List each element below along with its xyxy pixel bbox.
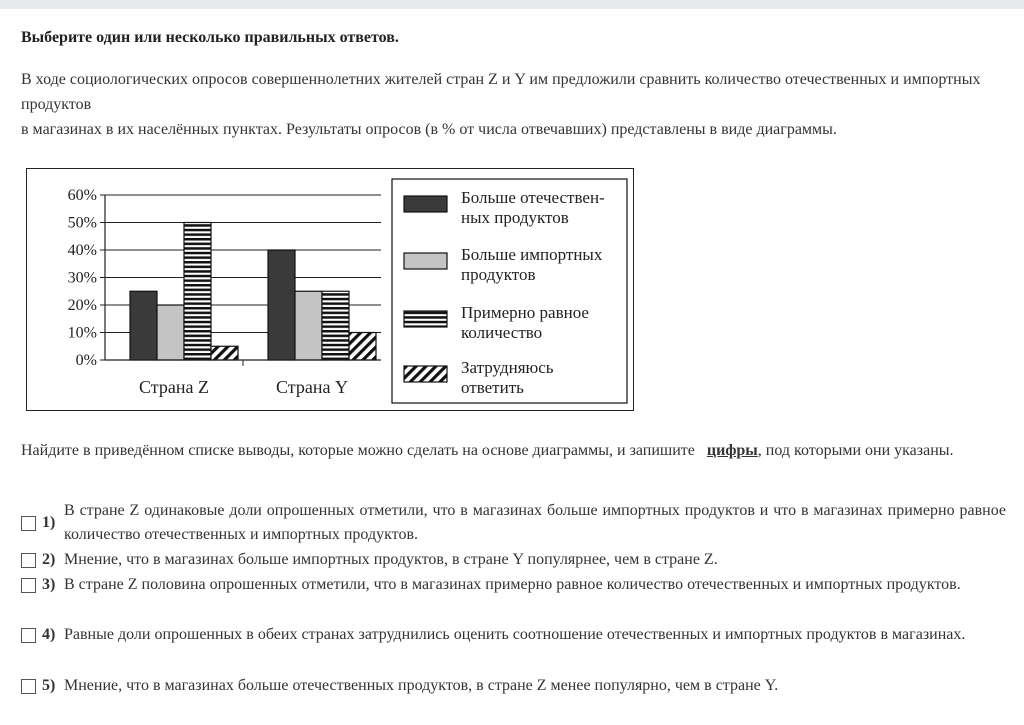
y-tick-label: 0%	[75, 352, 97, 369]
legend-swatch	[404, 196, 447, 212]
y-tick-label: 60%	[67, 187, 97, 204]
question-intro	[21, 67, 1006, 142]
top-bar	[0, 0, 1024, 9]
x-tick-label: Страна Y	[276, 377, 348, 397]
legend-label: ответить	[461, 378, 524, 397]
task-text	[21, 439, 1006, 463]
option-number: 2)	[42, 551, 56, 568]
bar	[322, 291, 349, 360]
legend-swatch	[404, 311, 447, 327]
legend-label: Больше импортных	[461, 245, 603, 264]
y-tick-label: 30%	[67, 269, 97, 287]
x-tick-label: Страна Z	[139, 377, 209, 397]
legend-label: продуктов	[461, 265, 536, 284]
legend	[392, 179, 627, 403]
question-instruction: Выберите один или несколько правильных ответов.	[21, 29, 399, 46]
task-keyword: цифры	[706, 442, 758, 459]
legend-label: Затрудняюсь	[461, 358, 554, 377]
legend-label: количество	[461, 323, 543, 342]
y-tick-label: 40%	[67, 242, 97, 259]
checkbox-2[interactable]	[21, 553, 36, 568]
answer-option-1[interactable]	[21, 499, 1006, 547]
option-number: 1)	[42, 514, 56, 531]
intro-line-2: в магазинах в их населённых пунктах. Результаты опросов (в % от числа отвечавших) представлены в виде диаграммы.	[21, 121, 837, 138]
chart-box	[26, 168, 634, 411]
option-text: В стране Z одинаковые доли опрошенных отметили, что в магазинах больше импортных продуктов и что в магазинах примерно равное количество отечественных и импортных продуктов.	[64, 502, 1006, 543]
y-tick-label: 10%	[67, 324, 97, 342]
option-number: 5)	[42, 677, 56, 694]
option-text: Мнение, что в магазинах больше отечественных продуктов, в стране Z менее популярно, чем в стране Y.	[64, 677, 779, 694]
option-text: Мнение, что в магазинах больше импортных продуктов, в стране Y популярнее, чем в стране Z.	[64, 551, 718, 568]
bar	[184, 223, 211, 361]
answer-option-3[interactable]	[21, 573, 1006, 597]
answer-option-4[interactable]	[21, 623, 1006, 647]
bar	[130, 291, 157, 360]
bar	[211, 346, 238, 360]
option-text: Равные доли опрошенных в обеих странах затруднились оценить соотношение отечественных и импортных продуктов в магазинах.	[64, 626, 966, 643]
bar	[157, 305, 184, 360]
legend-swatch	[404, 366, 447, 382]
bar-chart	[27, 169, 635, 412]
task-text-after: , под которыми они указаны.	[757, 442, 954, 459]
legend-swatch	[404, 253, 447, 269]
option-number: 3)	[42, 576, 56, 593]
bar	[268, 250, 295, 360]
intro-line-1: В ходе социологических опросов совершеннолетних жителей стран Z и Y им предложили сравнить количество отечественных и импортных продуктов	[21, 71, 981, 113]
checkbox-1[interactable]	[21, 516, 36, 531]
answer-option-5[interactable]	[21, 674, 1006, 698]
bar	[295, 291, 322, 360]
task-text-before: Найдите в приведённом списке выводы, которые можно сделать на основе диаграммы, и запишите	[21, 442, 695, 459]
legend-label: Больше отечествен-	[461, 188, 605, 207]
y-tick-label: 20%	[67, 297, 97, 314]
bars-layer	[130, 223, 376, 361]
checkbox-5[interactable]	[21, 679, 36, 694]
checkbox-3[interactable]	[21, 578, 36, 593]
checkbox-4[interactable]	[21, 628, 36, 643]
legend-label: ных продуктов	[461, 208, 569, 227]
option-number: 4)	[42, 626, 56, 643]
legend-label: Примерно равное	[461, 303, 589, 322]
y-tick-label: 50%	[67, 214, 97, 232]
option-text: В стране Z половина опрошенных отметили, что в магазинах примерно равное количество отечественных и импортных продуктов.	[64, 576, 961, 593]
answer-option-2[interactable]	[21, 548, 1006, 572]
bar	[349, 333, 376, 361]
